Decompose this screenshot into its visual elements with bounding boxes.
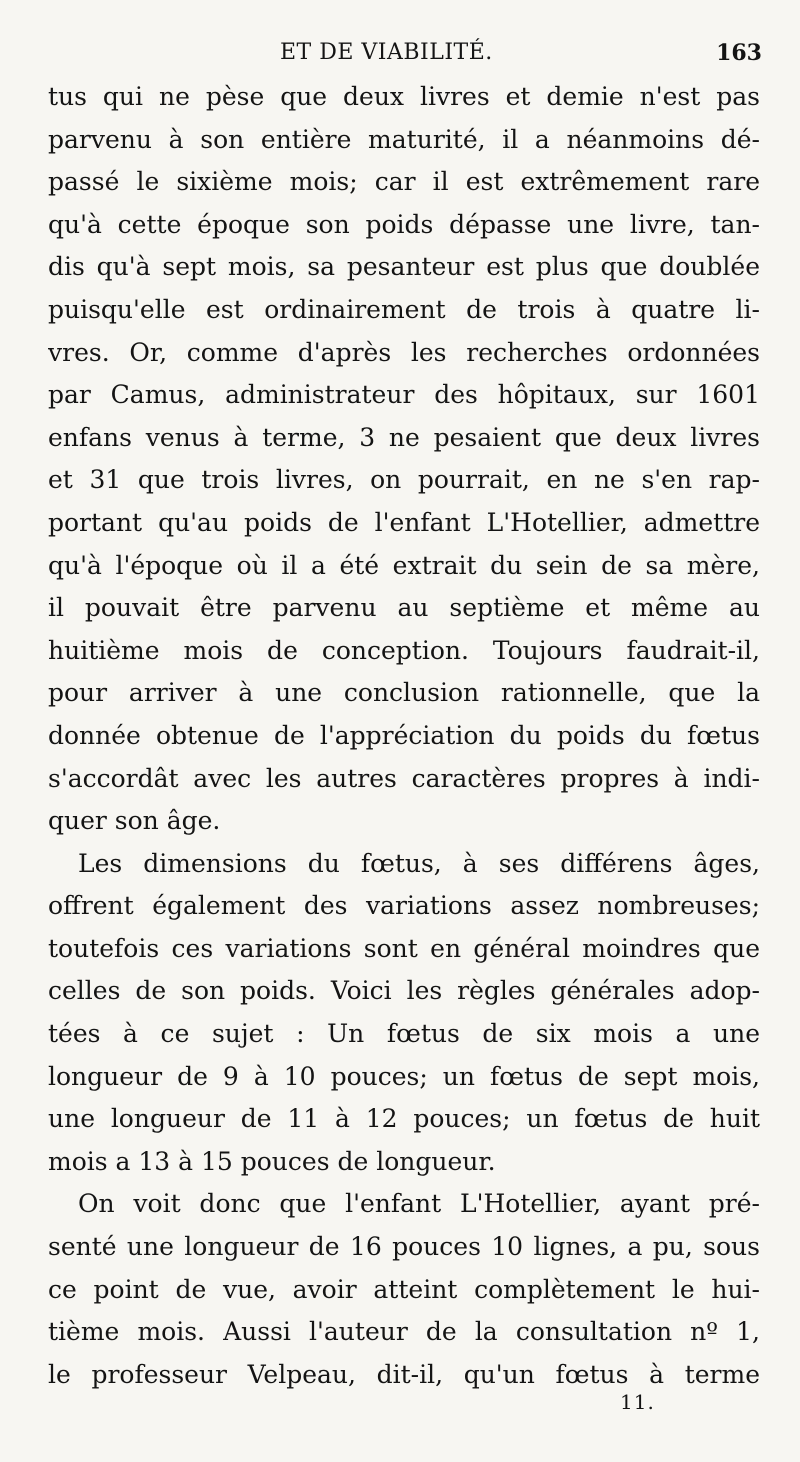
text-line: qu'à l'époque où il a été extrait du sein de sa mère, — [48, 550, 760, 580]
text-line: il pouvait être parvenu au septième et même au — [48, 593, 760, 623]
running-head — [40, 40, 762, 74]
signature-mark: 11. — [620, 1390, 655, 1414]
text-line: quer son âge. — [48, 806, 221, 836]
text-line: une longueur de 11 à 12 pouces; un fœtus de huit — [48, 1104, 760, 1134]
text-line: longueur de 9 à 10 pouces; un fœtus de sept mois, — [48, 1061, 760, 1091]
text-line: puisqu'elle est ordinairement de trois à quatre li- — [48, 294, 760, 324]
text-line: parvenu à son entière maturité, il a néanmoins dé- — [48, 124, 760, 154]
text-line: celles de son poids. Voici les règles générales adop- — [48, 976, 760, 1006]
text-line: et 31 que trois livres, on pourrait, en ne s'en rap- — [48, 465, 760, 495]
text-line: pour arriver à une conclusion rationnelle, que la — [48, 678, 760, 708]
text-line: Les dimensions du fœtus, à ses différens âges, — [78, 848, 760, 878]
text-line: portant qu'au poids de l'enfant L'Hotellier, admettre — [48, 507, 760, 537]
text-line: passé le sixième mois; car il est extrêmement rare — [48, 167, 760, 197]
text-line: le professeur Velpeau, dit-il, qu'un fœtus à terme — [48, 1359, 760, 1389]
body-text — [48, 76, 760, 1396]
text-line: enfans venus à terme, 3 ne pesaient que deux livres — [48, 422, 760, 452]
running-head-title: ET DE VIABILITÉ. — [280, 40, 493, 65]
text-line: On voit donc que l'enfant L'Hotellier, ayant pré- — [78, 1189, 760, 1219]
text-line: vres. Or, comme d'après les recherches ordonnées — [48, 337, 760, 367]
text-line: qu'à cette époque son poids dépasse une livre, tan- — [48, 209, 760, 239]
page-number: 163 — [716, 40, 762, 66]
text-line: toutefois ces variations sont en général moindres que — [48, 933, 760, 963]
text-line: mois a 13 à 15 pouces de longueur. — [48, 1146, 496, 1176]
text-line: donnée obtenue de l'appréciation du poids du fœtus — [48, 720, 760, 750]
text-line: tième mois. Aussi l'auteur de la consultation nº 1, — [48, 1317, 760, 1347]
text-line: huitième mois de conception. Toujours faudrait-il, — [48, 635, 760, 665]
text-line: par Camus, administrateur des hôpitaux, sur 1601 — [48, 380, 760, 410]
text-line: tus qui ne pèse que deux livres et demie n'est pas — [48, 82, 760, 111]
text-line: senté une longueur de 16 pouces 10 lignes, a pu, sous — [48, 1232, 760, 1262]
text-line: offrent également des variations assez nombreuses; — [48, 891, 760, 921]
text-line: s'accordât avec les autres caractères propres à indi- — [48, 763, 760, 793]
text-line: tées à ce sujet : Un fœtus de six mois a une — [48, 1019, 760, 1049]
text-line: ce point de vue, avoir atteint complètement le hui- — [48, 1274, 760, 1304]
text-line: dis qu'à sept mois, sa pesanteur est plus que doublée — [48, 252, 760, 282]
